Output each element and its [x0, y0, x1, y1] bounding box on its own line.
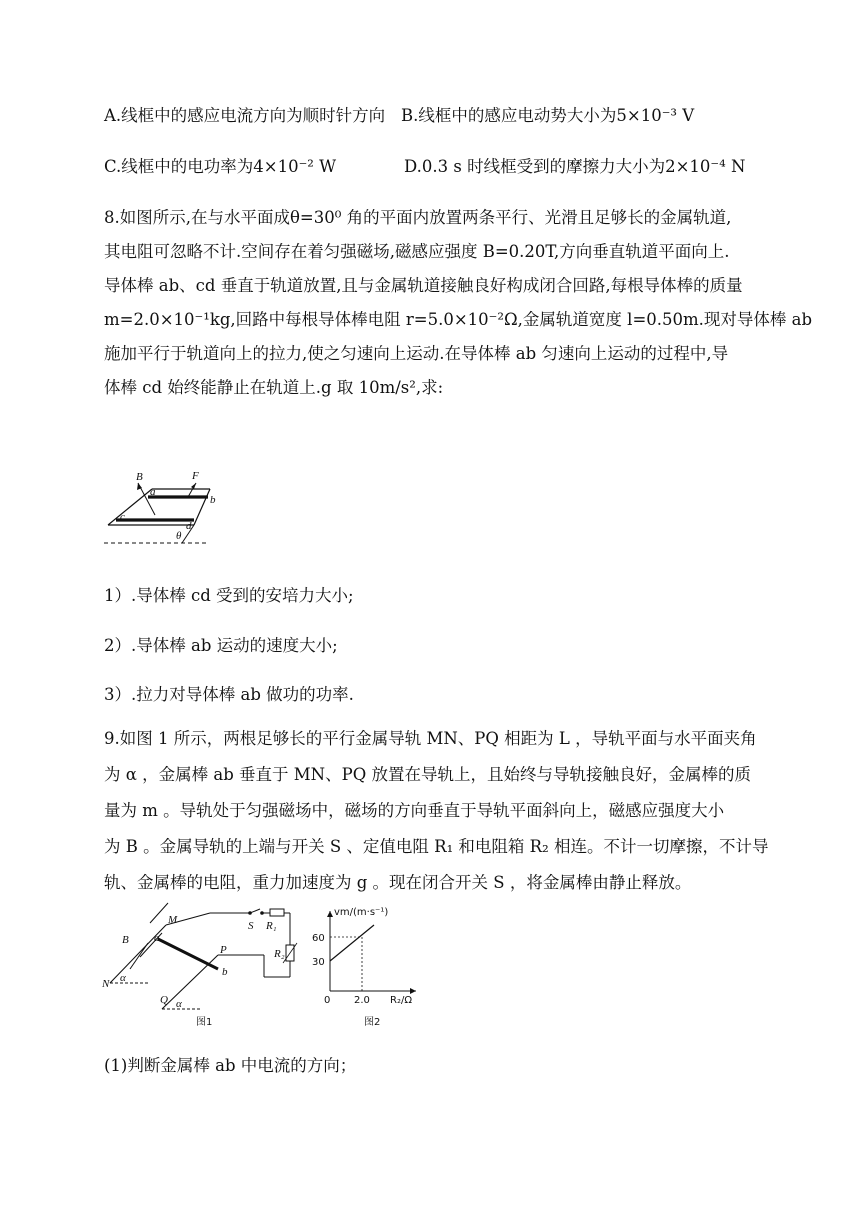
fig2-xtick-2: 2.0 — [354, 995, 370, 1006]
fig9-label-a: a — [154, 932, 160, 944]
fig9-label-r1: R₁ — [266, 920, 277, 932]
fig8-label-f: F — [192, 470, 199, 482]
fig9-caption-1: 图1 — [196, 1017, 213, 1028]
q9-line-1: 9.如图 1 所示，两根足够长的平行金属导轨 MN、PQ 相距为 L ，导轨平面与水平面夹角 — [104, 729, 757, 748]
fig9-label-q: Q — [160, 994, 168, 1006]
q9-line-4: 为 B 。金属导轨的上端与开关 S 、定值电阻 R₁ 和电阻箱 R₂ 相连。不计一切摩擦，不计导 — [104, 837, 769, 856]
fig2-xlabel: R₂/Ω — [390, 995, 412, 1006]
q9-line-3: 量为 m 。导轨处于匀强磁场中，磁场的方向垂直于导轨平面斜向上，磁感应强度大小 — [104, 801, 725, 820]
q8-line-4: m=2.0×10⁻¹kg,回路中每根导体棒电阻 r=5.0×10⁻²Ω,金属轨道宽度 l=0.50m.现对导体棒 ab — [104, 310, 813, 329]
option-d: D.0.3 s 时线框受到的摩擦力大小为2×10⁻⁴ N — [404, 157, 746, 176]
fig8-label-c: c — [120, 511, 125, 523]
fig8-label-a: a — [150, 486, 156, 498]
fig9-label-r2: R₂ — [274, 948, 285, 960]
fig9-label-alpha-2: α — [176, 998, 182, 1010]
fig8-label-d: d — [186, 520, 192, 532]
q8-rail-figure — [100, 465, 215, 550]
q8-line-6: 体棒 cd 始终能静止在轨道上.g 取 10m/s²,求: — [104, 378, 444, 397]
q8-sub-1: 1）.导体棒 cd 受到的安培力大小; — [104, 586, 354, 605]
fig8-label-b: b — [210, 494, 216, 506]
fig9-label-b: b — [222, 966, 228, 978]
fig9-label-n: N — [102, 978, 110, 990]
fig9-label-s: S — [248, 920, 254, 932]
fig8-label-theta: θ — [176, 530, 182, 542]
fig9-label-m: M — [168, 914, 178, 926]
option-b: B.线框中的感应电动势大小为5×10⁻³ V — [401, 106, 695, 125]
fig9-caption-2: 图2 — [364, 1017, 381, 1028]
q8-line-3: 导体棒 ab、cd 垂直于轨道放置,且与金属轨道接触良好构成闭合回路,每根导体棒的质量 — [104, 276, 743, 295]
fig9-label-b-field: B — [122, 934, 129, 946]
q9-sub-1: (1)判断金属棒 ab 中电流的方向； — [104, 1056, 357, 1075]
q9-figure-2 — [312, 905, 428, 1030]
fig9-label-alpha-1: α — [120, 972, 126, 984]
q9-figure-1 — [100, 905, 310, 1030]
q8-line-1: 8.如图所示,在与水平面成θ=30⁰ 角的平面内放置两条平行、光滑且足够长的金属轨道, — [104, 208, 732, 227]
option-c: C.线框中的电功率为4×10⁻² W — [104, 157, 337, 176]
q8-sub-3: 3）.拉力对导体棒 ab 做功的功率. — [104, 685, 354, 704]
option-a: A.线框中的感应电流方向为顺时针方向 — [104, 106, 386, 125]
fig2-xtick-0: 0 — [324, 995, 331, 1006]
q8-sub-2: 2）.导体棒 ab 运动的速度大小; — [104, 636, 338, 655]
fig2-ytick-60: 60 — [312, 933, 325, 944]
fig8-label-b-field: B — [136, 471, 143, 483]
q9-line-2: 为 α ，金属棒 ab 垂直于 MN、PQ 放置在导轨上，且始终与导轨接触良好，金属棒的质 — [104, 765, 751, 784]
fig2-ylabel: vm/(m·s⁻¹) — [334, 907, 389, 918]
q9-line-5: 轨、金属棒的电阻，重力加速度为 g 。现在闭合开关 S ，将金属棒由静止释放。 — [104, 873, 692, 892]
fig9-label-p: P — [220, 944, 227, 956]
q8-line-2: 其电阻可忽略不计.空间存在着匀强磁场,磁感应强度 B=0.20T,方向垂直轨道平面向上. — [104, 242, 730, 261]
q8-line-5: 施加平行于轨道向上的拉力,使之匀速向上运动.在导体棒 ab 匀速向上运动的过程中,导 — [104, 344, 729, 363]
fig2-ytick-30: 30 — [312, 957, 325, 968]
